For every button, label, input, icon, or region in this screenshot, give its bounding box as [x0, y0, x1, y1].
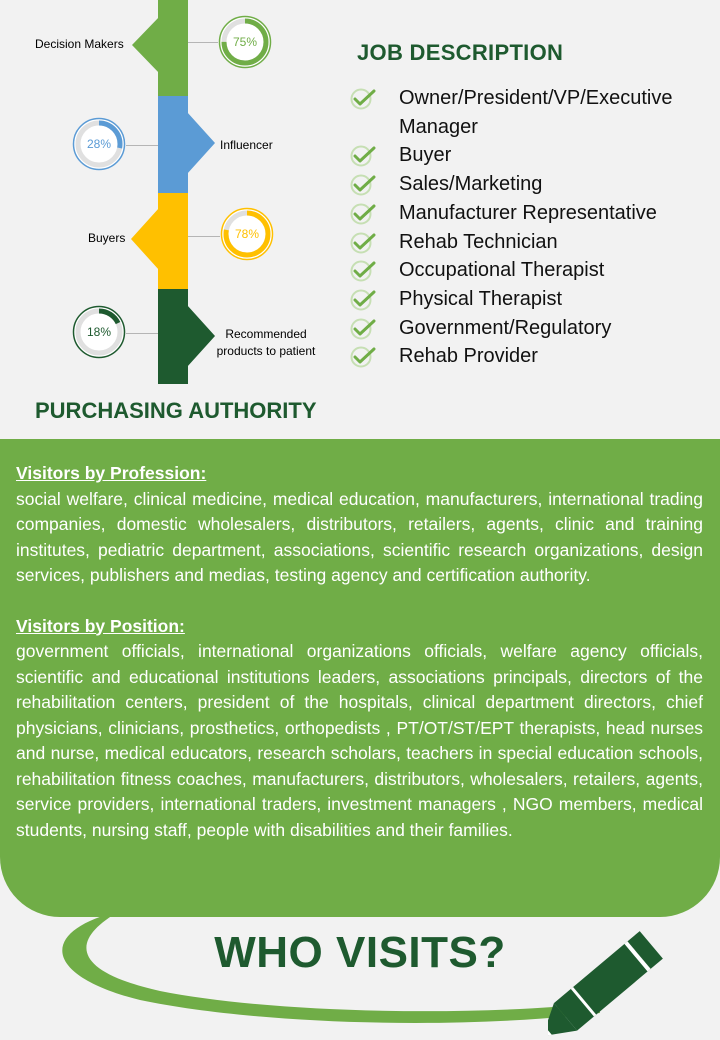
percent-ring-influencer [72, 117, 126, 171]
percent-value: 18% [86, 325, 112, 339]
purchasing-authority-title: PURCHASING AUTHORITY [35, 398, 317, 423]
visitors-text-block [16, 461, 703, 843]
arrow-decision-makers [132, 16, 160, 74]
check-icon [350, 260, 376, 282]
percent-ring-buyers [220, 207, 274, 261]
label-decision-makers: Decision Makers [35, 37, 124, 51]
check-icon [350, 145, 376, 167]
label-buyers: Buyers [88, 231, 126, 245]
job-description-item [350, 141, 715, 170]
job-description-item-label: Sales/Marketing [399, 173, 543, 196]
connector-influencer [126, 145, 158, 146]
profession-heading: Visitors by Profession: [16, 463, 207, 483]
percent-ring-decision-makers [218, 15, 272, 69]
check-icon [350, 203, 376, 225]
job-description-item [350, 228, 715, 257]
job-description-list [350, 84, 715, 371]
timeline-segment-decision-makers [158, 0, 188, 96]
who-visits-title: WHO VISITS? [214, 928, 506, 977]
timeline-segment-recommended [158, 289, 188, 384]
percent-value: 78% [234, 227, 260, 241]
percent-value: 75% [232, 35, 258, 49]
timeline-segment-influencer [158, 96, 188, 193]
label-recommended: Recommended products to patient [216, 327, 316, 358]
check-icon [350, 318, 376, 340]
job-description-item-label: Buyer [399, 144, 452, 167]
job-description-item [350, 314, 715, 343]
arrow-influencer [187, 112, 215, 174]
check-icon [350, 88, 376, 110]
job-description-item-label: Physical Therapist [399, 287, 563, 310]
job-description-item-label: Rehab Technician [399, 230, 558, 253]
connector-buyers [188, 236, 220, 237]
connector-recommended [126, 333, 158, 334]
job-description-item-label: Government/Regulatory [399, 316, 612, 339]
job-description-item [350, 84, 715, 141]
job-description-item-label: Manufacturer Representative [399, 201, 657, 224]
check-icon [350, 289, 376, 311]
percent-value: 28% [86, 137, 112, 151]
job-description-item [350, 285, 715, 314]
job-description-item [350, 170, 715, 199]
job-description-item [350, 342, 715, 371]
job-description-item-label: Rehab Provider [399, 345, 538, 368]
job-description-item [350, 199, 715, 228]
timeline-segment-buyers [158, 193, 188, 289]
job-description-item-label: Owner/President/VP/Executive Manager [399, 87, 673, 138]
check-icon [350, 232, 376, 254]
position-heading: Visitors by Position: [16, 615, 185, 636]
position-text: government officials, international organizations officials, welfare agency officials, scientific and educational institutions leaders, associations principals, directors of the rehabilitation centers, president of the hospitals, clinical department directors, chief physicians, clinicians, prosthetics, orthopedists , PT/OT/ST/EPT therapists, head nurses and nurse, medical educators, research scholars, teachers in special education schools, rehabilitation fitness coaches, manufacturers, distributors, wholesalers, retailers, agents, service providers, international traders, investment managers , NGO members, medical students, nursing staff, people with disabilities and their families. [16, 641, 703, 840]
check-icon [350, 346, 376, 368]
profession-text: social welfare, clinical medicine, medical education, manufacturers, international trading companies, domestic wholesalers, distributors, retailers, agents, clinic and training institutes, pediatric department, associations, scientific research organizations, design services, publishers and medias, testing agency and certification authority. [16, 488, 703, 585]
job-description-item [350, 256, 715, 285]
label-influencer: Influencer [220, 138, 273, 152]
job-description-title: JOB DESCRIPTION [357, 40, 564, 65]
percent-ring-recommended [72, 305, 126, 359]
job-description-item-label: Occupational Therapist [399, 259, 605, 282]
connector-decision-makers [188, 42, 218, 43]
arrow-buyers [131, 208, 159, 270]
check-icon [350, 174, 376, 196]
